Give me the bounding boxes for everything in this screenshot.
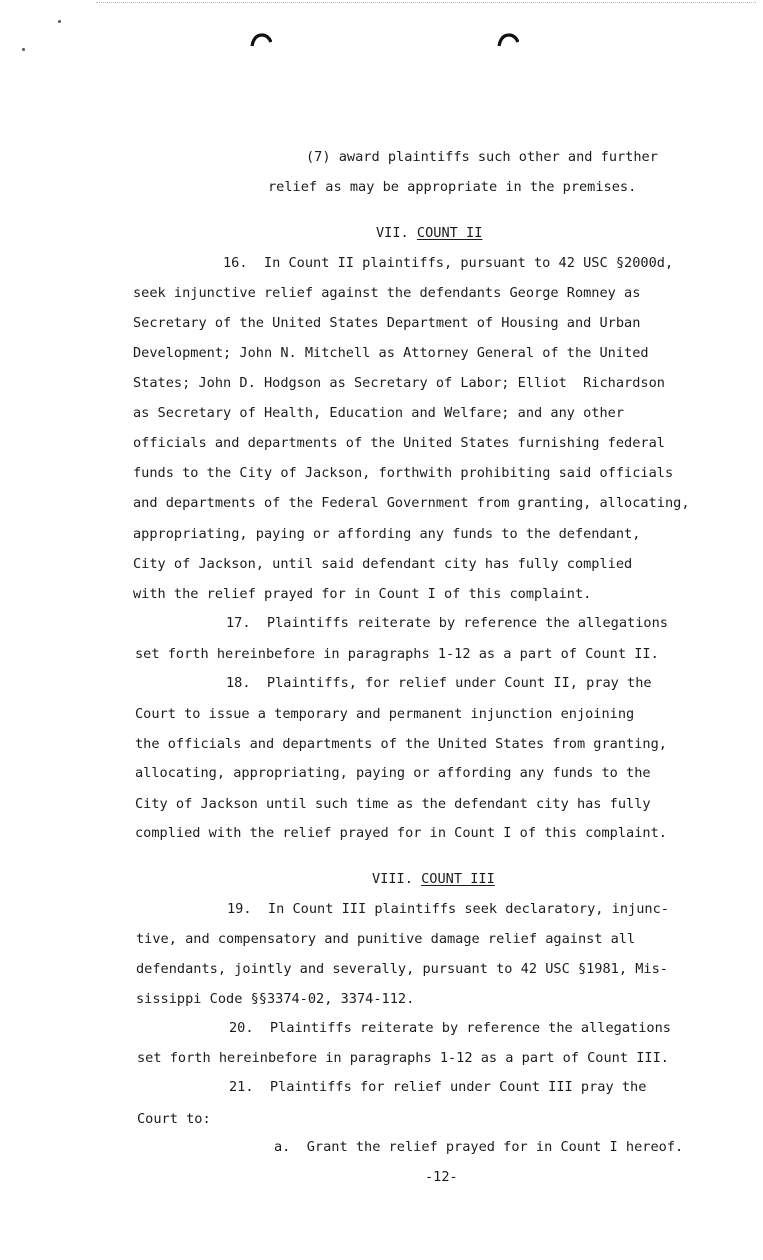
paragraph-19-line: defendants, jointly and severally, pursuant to 42 USC §1981, Mis- <box>136 961 668 977</box>
paragraph-18-line: 18. Plaintiffs, for relief under Count II, pray the <box>226 675 652 691</box>
paragraph-16-line: 16. In Count II plaintiffs, pursuant to 42 USC §2000d, <box>223 255 674 271</box>
scan-speck <box>22 48 25 51</box>
paragraph-16-line: with the relief prayed for in Count I of this complaint. <box>133 586 592 602</box>
paragraph-17-line: 17. Plaintiffs reiterate by reference the allegations <box>226 615 668 631</box>
paragraph-21-line: Court to: <box>137 1111 211 1127</box>
paragraph-20-line: set forth hereinbefore in paragraphs 1-12 as a part of Count III. <box>137 1050 669 1066</box>
paragraph-16-line: Secretary of the United States Department of Housing and Urban <box>133 315 641 331</box>
paragraph-18-line: Court to issue a temporary and permanent injunction enjoining <box>135 706 635 722</box>
paragraph-17-line: set forth hereinbefore in paragraphs 1-12 as a part of Count II. <box>135 646 659 662</box>
page-top-edge <box>96 2 756 3</box>
heading-numeral: VIII. <box>372 871 422 887</box>
paragraph-19-line: sissippi Code §§3374-02, 3374-112. <box>136 991 415 1007</box>
paragraph-20-line: 20. Plaintiffs reiterate by reference the allegations <box>229 1020 671 1036</box>
paragraph-19-line: tive, and compensatory and punitive damage relief against all <box>136 931 636 947</box>
paragraph-18-line: the officials and departments of the United States from granting, <box>135 736 667 752</box>
paragraph-16-line: officials and departments of the United States furnishing federal <box>133 435 665 451</box>
paragraph-18-line: complied with the relief prayed for in Count I of this complaint. <box>135 825 667 841</box>
paragraph-18-line: allocating, appropriating, paying or affording any funds to the <box>135 765 651 781</box>
paragraph-16-line: Development; John N. Mitchell as Attorney General of the United <box>133 345 649 361</box>
binder-hole-mark-left <box>250 30 272 52</box>
scan-speck <box>58 20 61 23</box>
count-iii-heading <box>372 873 495 887</box>
paragraph-16-line: as Secretary of Health, Education and Welfare; and any other <box>133 405 625 421</box>
paragraph-16-line: City of Jackson, until said defendant city has fully complied <box>133 556 633 572</box>
paragraph-16-line: funds to the City of Jackson, forthwith prohibiting said officials <box>133 465 674 481</box>
heading-title: COUNT III <box>421 871 495 887</box>
item-a-line: a. Grant the relief prayed for in Count I hereof. <box>274 1139 684 1155</box>
heading-title: COUNT II <box>416 225 483 241</box>
count-ii-heading <box>376 227 482 241</box>
paragraph-21-line: 21. Plaintiffs for relief under Count III pray the <box>229 1079 647 1095</box>
clause-7-line: relief as may be appropriate in the premises. <box>268 179 637 195</box>
paragraph-16-line: and departments of the Federal Government from granting, allocating, <box>133 495 690 511</box>
clause-7-line: (7) award plaintiffs such other and further <box>306 149 658 165</box>
paragraph-16-line: appropriating, paying or affording any funds to the defendant, <box>133 526 641 542</box>
paragraph-16-line: seek injunctive relief against the defendants George Romney as <box>133 285 641 301</box>
page-number: -12- <box>425 1169 458 1185</box>
paragraph-18-line: City of Jackson until such time as the defendant city has fully <box>135 796 651 812</box>
heading-numeral: VII. <box>376 225 417 241</box>
binder-hole-mark-right <box>497 30 519 52</box>
paragraph-19-line: 19. In Count III plaintiffs seek declaratory, injunc- <box>227 901 669 917</box>
paragraph-16-line: States; John D. Hodgson as Secretary of Labor; Elliot Richardson <box>133 375 665 391</box>
